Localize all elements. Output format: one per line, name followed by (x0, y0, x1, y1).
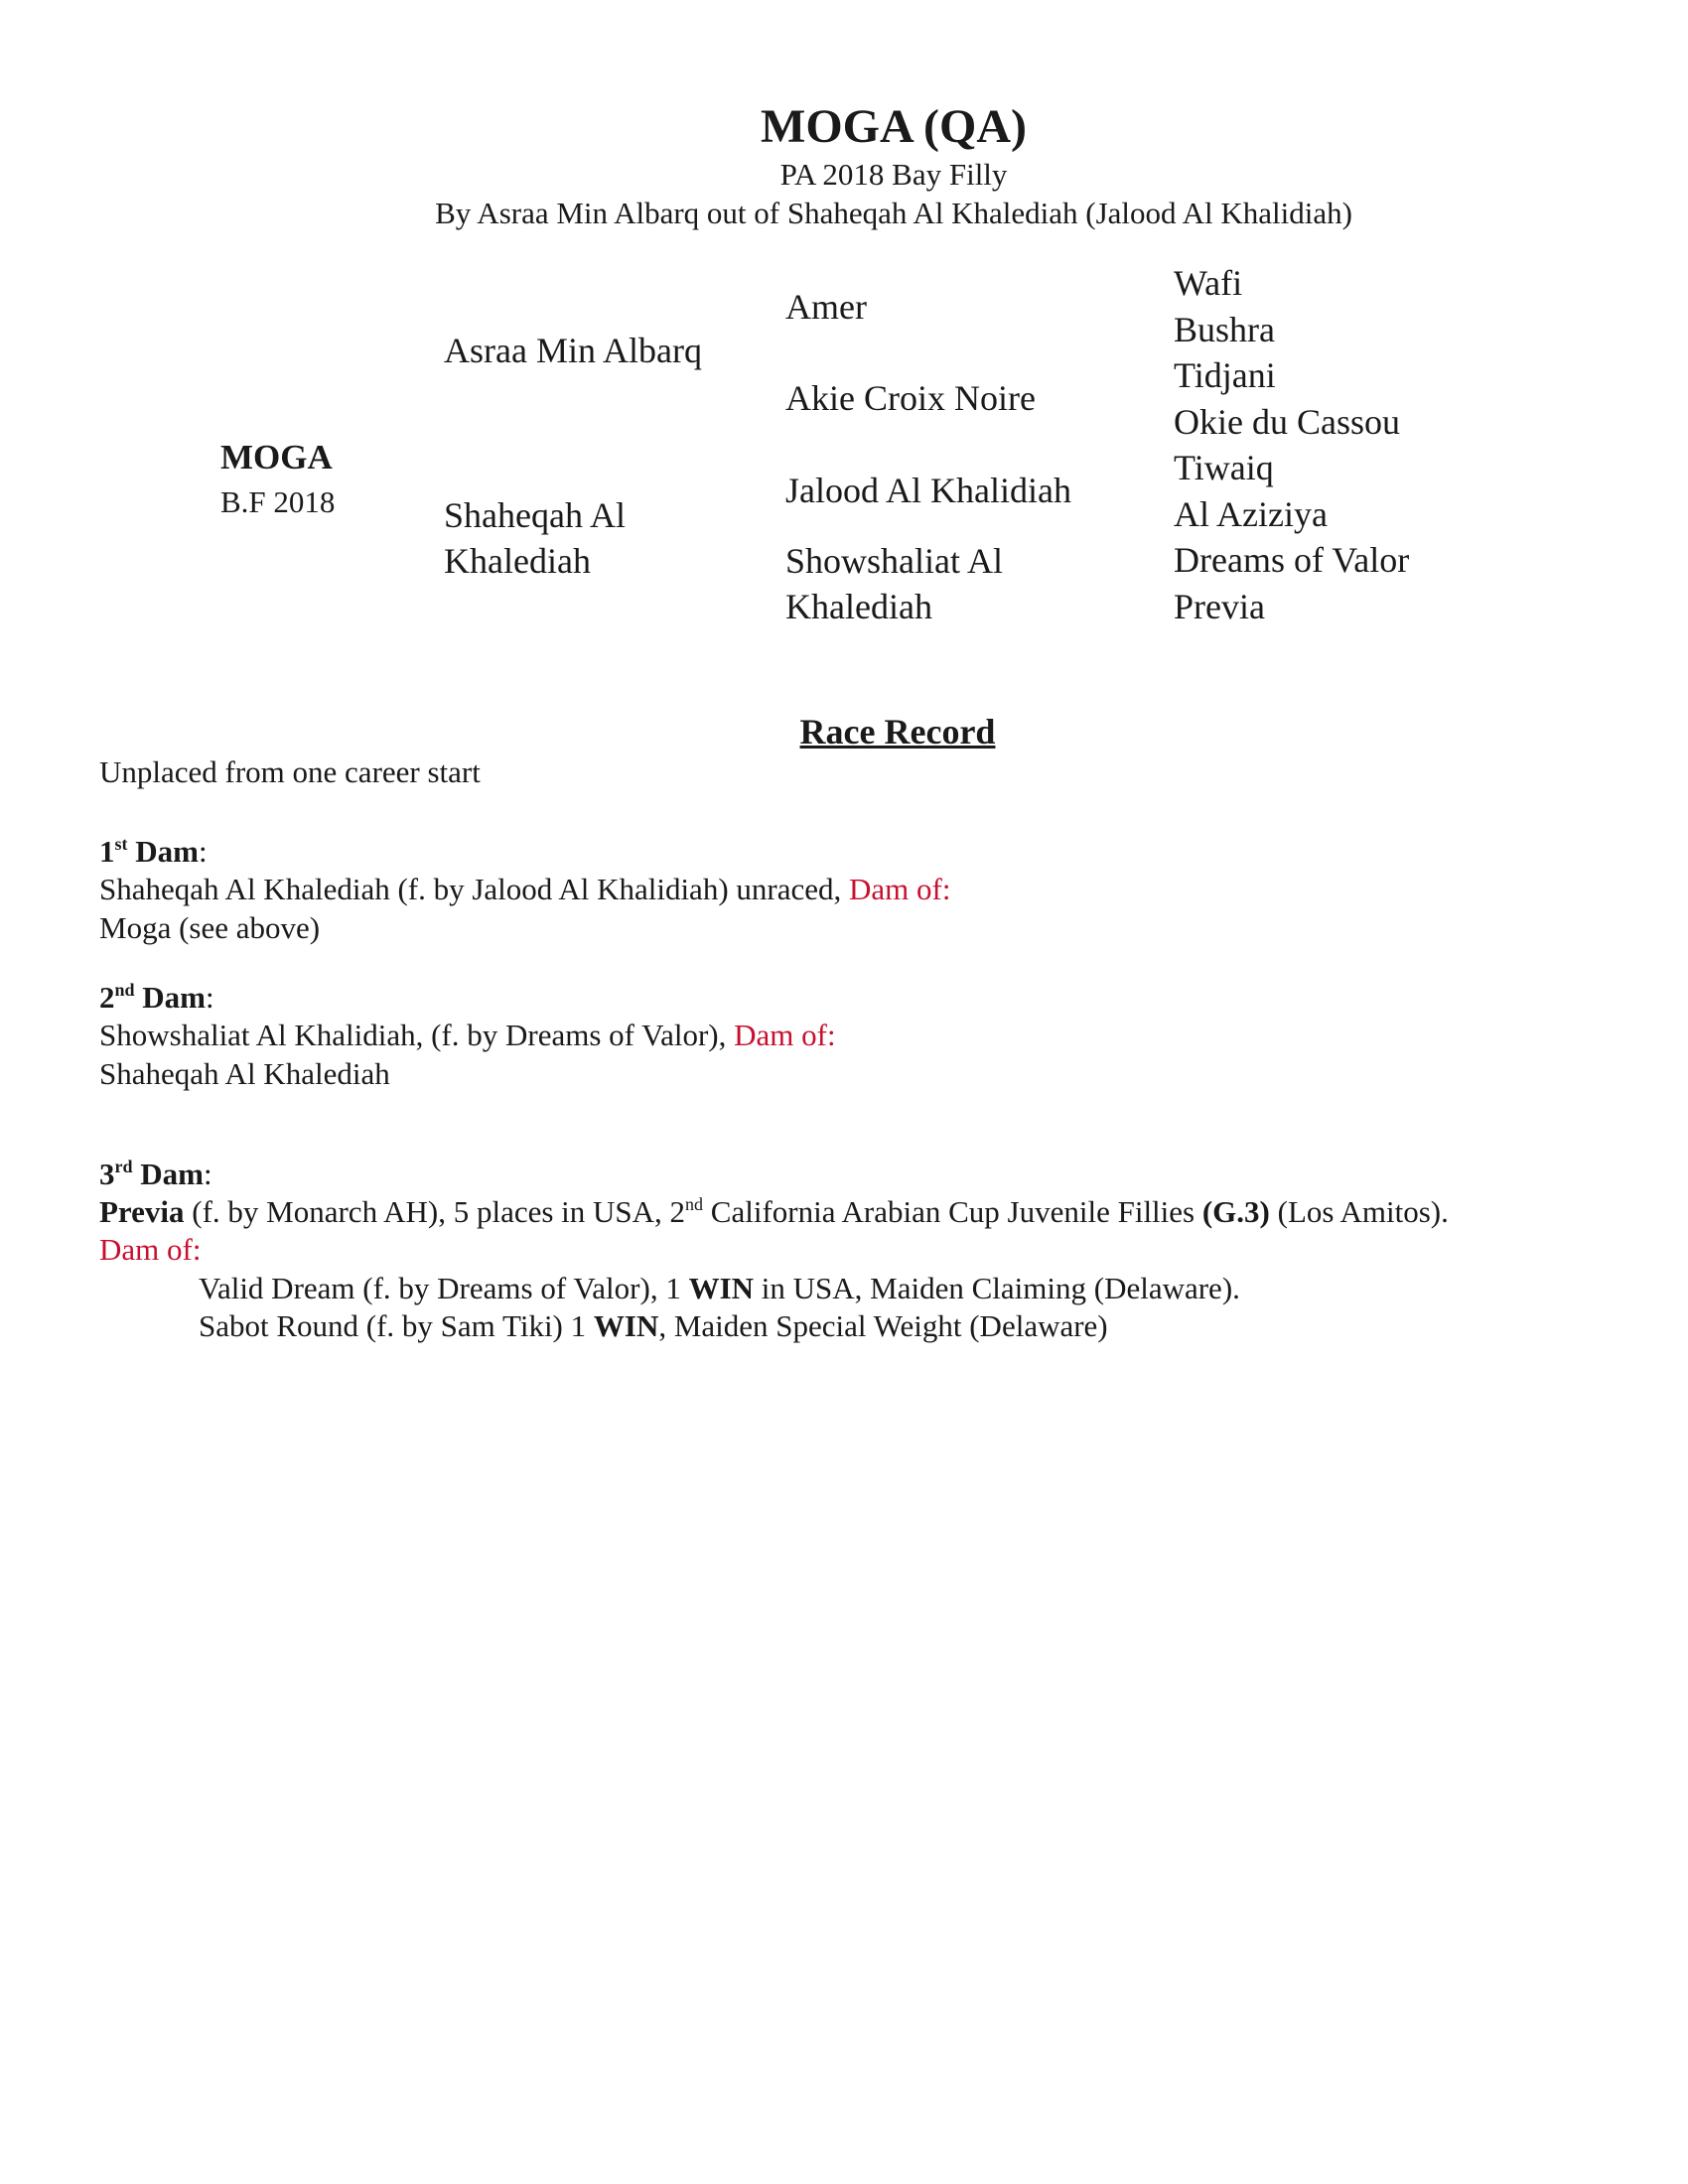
pedigree-sire-dam: Akie Croix Noire (785, 378, 1036, 418)
first-dam-num: 1 (99, 834, 115, 869)
third-dam-line-1 (99, 1192, 1449, 1231)
first-dam-line-2: Moga (see above) (99, 910, 321, 945)
first-dam-label: Dam (127, 834, 199, 869)
progeny-1-win: WIN (688, 1271, 755, 1305)
pedigree-sire: Asraa Min Albarq (444, 331, 702, 370)
third-dam-desc-c: (Los Amitos). (1269, 1194, 1449, 1229)
first-dam-dam-of: Dam of: (849, 872, 951, 906)
third-dam-progeny-1 (199, 1269, 1240, 1307)
first-dam-line-1 (99, 870, 950, 908)
pedigree-third-generation (1174, 260, 1409, 629)
progeny-1-desc-b: in USA, Maiden Claiming (Delaware). (754, 1271, 1240, 1305)
third-dam-heading (99, 1155, 212, 1193)
pedigree-sire-sire: Amer (785, 287, 867, 327)
second-dam-sup: nd (114, 980, 135, 1000)
first-dam-sup: st (114, 834, 128, 854)
second-dam-label: Dam (134, 980, 206, 1015)
pedigree-gen3-item: Wafi (1174, 263, 1243, 303)
pedigree-dam-line-1: Shaheqah Al (444, 495, 626, 535)
progeny-1-desc-a: Valid Dream (f. by Dreams of Valor), 1 (199, 1271, 689, 1305)
pedigree-gen3-item: Bushra (1174, 309, 1275, 349)
third-dam-dam-of: Dam of: (99, 1232, 202, 1267)
third-dam-desc-sup: nd (685, 1194, 704, 1214)
second-dam-heading (99, 978, 214, 1017)
pedigree-dam-line-2: Khalediah (444, 541, 591, 581)
second-dam-dam-of: Dam of: (734, 1018, 836, 1052)
pedigree-horse-name: MOGA (220, 438, 333, 477)
second-dam-line-2: Shaheqah Al Khalediah (99, 1056, 390, 1091)
third-dam-desc-a: (f. by Monarch AH), 5 places in USA, 2 (184, 1194, 686, 1229)
first-dam-colon: : (198, 834, 208, 869)
first-dam-desc: Shaheqah Al Khalediah (f. by Jalood Al Khalidiah) unraced, (99, 872, 849, 906)
progeny-2-desc-b: , Maiden Special Weight (Delaware) (658, 1308, 1108, 1343)
pedigree-horse-desc: B.F 2018 (220, 484, 336, 519)
pedigree-gen3-item: Al Aziziya (1174, 493, 1328, 534)
second-dam-colon: : (206, 980, 214, 1015)
second-dam-num: 2 (99, 980, 115, 1015)
third-dam-label: Dam (132, 1157, 204, 1191)
race-record-heading: Race Record (799, 712, 996, 751)
pedigree-gen3-item: Previa (1174, 586, 1265, 626)
race-record-text: Unplaced from one career start (99, 754, 481, 789)
third-dam-colon: : (203, 1157, 212, 1191)
third-dam-progeny-2 (199, 1306, 1108, 1345)
pedigree-gen3-item: Tidjani (1174, 355, 1276, 395)
third-dam-grade: (G.3) (1201, 1194, 1270, 1229)
progeny-2-desc-a: Sabot Round (f. by Sam Tiki) 1 (199, 1308, 594, 1343)
pedigree-gen3-item: Okie du Cassou (1174, 401, 1400, 442)
third-dam-sup: rd (114, 1157, 133, 1176)
pedigree-dam-sire: Jalood Al Khalidiah (785, 471, 1071, 510)
pedigree-dam-dam-line-2: Khalediah (785, 587, 932, 626)
subtitle-line-2: By Asraa Min Albarq out of Shaheqah Al Khalediah (Jalood Al Khalidiah) (435, 196, 1352, 230)
second-dam-line-1 (99, 1016, 836, 1054)
third-dam-name: Previa (99, 1194, 185, 1229)
progeny-2-win: WIN (593, 1308, 659, 1343)
pedigree-gen3-item: Tiwaiq (1174, 448, 1274, 487)
pedigree-dam-dam-line-1: Showshaliat Al (785, 541, 1004, 581)
second-dam-desc: Showshaliat Al Khalidiah, (f. by Dreams of Valor), (99, 1018, 735, 1052)
page-title: MOGA (QA) (761, 100, 1027, 153)
first-dam-heading (99, 832, 208, 871)
pedigree-gen3-item: Dreams of Valor (1174, 540, 1410, 580)
third-dam-desc-b: California Arabian Cup Juvenile Fillies (703, 1194, 1202, 1229)
subtitle-line-1: PA 2018 Bay Filly (779, 157, 1008, 192)
third-dam-num: 3 (99, 1157, 115, 1191)
